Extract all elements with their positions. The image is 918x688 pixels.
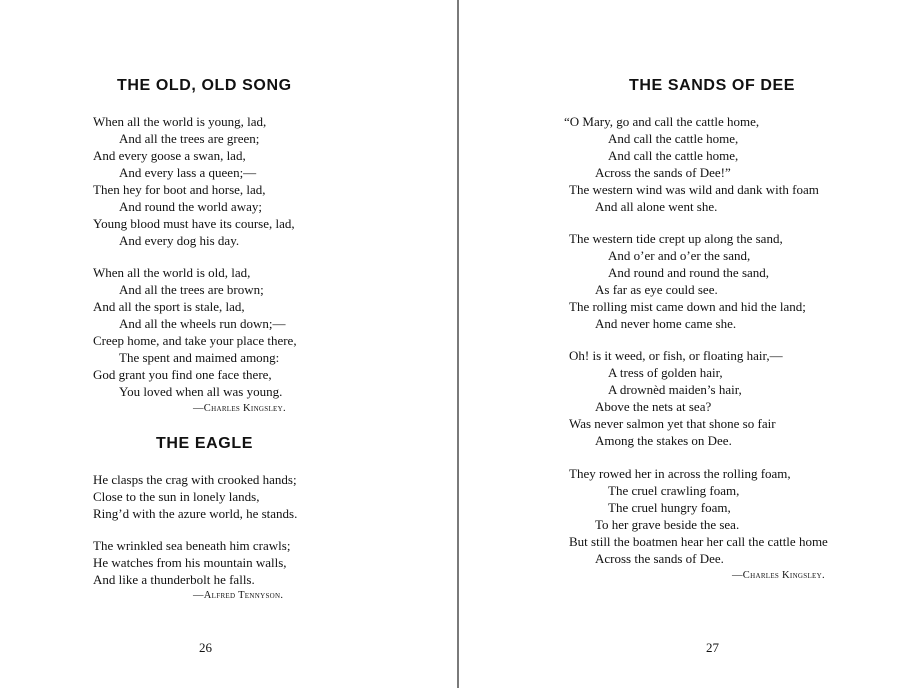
poem-line: And o’er and o’er the sand, xyxy=(608,248,751,263)
poem-line: Ring’d with the azure world, he stands. xyxy=(93,506,298,521)
attribution-tennyson: —Alfred Tennyson. xyxy=(193,590,284,601)
poem-line: They rowed her in across the rolling foam, xyxy=(569,466,791,481)
poem-line: And like a thunderbolt he falls. xyxy=(93,572,255,587)
poem-line: Then hey for boot and horse, lad, xyxy=(93,182,266,197)
right-page xyxy=(460,0,918,688)
poem-line: The wrinkled sea beneath him crawls; xyxy=(93,538,291,553)
poem-title-sands-of-dee: THE SANDS OF DEE xyxy=(629,77,796,94)
poem-line: When all the world is old, lad, xyxy=(93,265,251,280)
poem-line: The cruel hungry foam, xyxy=(608,500,731,515)
poem-line: Creep home, and take your place there, xyxy=(93,333,297,348)
poem-line: Above the nets at sea? xyxy=(595,399,712,414)
poem-line: But still the boatmen hear her call the cattle home xyxy=(569,534,828,549)
poem-line: He clasps the crag with crooked hands; xyxy=(93,472,297,487)
left-page xyxy=(0,0,458,688)
poem-line: And all the trees are green; xyxy=(119,131,260,146)
poem-line: Was never salmon yet that shone so fair xyxy=(569,416,776,431)
poem-line: The rolling mist came down and hid the land; xyxy=(569,299,806,314)
sands-of-dee-stanza-1 xyxy=(564,113,819,215)
sands-of-dee-stanza-2 xyxy=(564,230,806,332)
poem-line: You loved when all was young. xyxy=(119,384,283,399)
eagle-stanza-1 xyxy=(93,471,297,522)
sands-of-dee-stanza-4 xyxy=(564,465,828,567)
poem-line: And all the sport is stale, lad, xyxy=(93,299,245,314)
eagle-stanza-2 xyxy=(93,537,290,588)
poem-line: Among the stakes on Dee. xyxy=(595,433,732,448)
poem-line: And every goose a swan, lad, xyxy=(93,148,246,163)
poem-line: The western tide crept up along the sand, xyxy=(569,231,783,246)
book-spine-divider xyxy=(457,0,459,688)
old-old-song-stanza-1 xyxy=(93,113,295,249)
poem-line: When all the world is young, lad, xyxy=(93,114,267,129)
poem-line: And never home came she. xyxy=(595,316,737,331)
poem-line: And all the trees are brown; xyxy=(119,282,264,297)
poem-line: A drownèd maiden’s hair, xyxy=(608,382,742,397)
poem-line: And every lass a queen;— xyxy=(119,165,257,180)
poem-line: And round the world away; xyxy=(119,199,262,214)
poem-line: Oh! is it weed, or fish, or floating hair,— xyxy=(569,348,783,363)
poem-line: And call the cattle home, xyxy=(608,148,739,163)
sands-of-dee-stanza-3 xyxy=(564,347,783,449)
poem-line: And all alone went she. xyxy=(595,199,718,214)
poem-line: Across the sands of Dee!” xyxy=(595,165,731,180)
poem-line: Across the sands of Dee. xyxy=(595,551,724,566)
poem-title-old-old-song: THE OLD, OLD SONG xyxy=(117,77,292,94)
poem-line: A tress of golden hair, xyxy=(608,365,723,380)
attribution-kingsley: —Charles Kingsley. xyxy=(193,403,286,414)
page-number-left: 26 xyxy=(199,640,212,655)
poem-line: The cruel crawling foam, xyxy=(608,483,740,498)
poem-line: And all the wheels run down;— xyxy=(119,316,286,331)
poem-line: He watches from his mountain walls, xyxy=(93,555,287,570)
poem-title-the-eagle: THE EAGLE xyxy=(156,435,253,452)
poem-line: As far as eye could see. xyxy=(595,282,718,297)
poem-line: “O Mary, go and call the cattle home, xyxy=(564,114,760,129)
page-number-right: 27 xyxy=(706,640,719,655)
old-old-song-stanza-2 xyxy=(93,264,297,400)
poem-line: The western wind was wild and dank with foam xyxy=(569,182,819,197)
poem-line: God grant you find one face there, xyxy=(93,367,272,382)
poem-line: Close to the sun in lonely lands, xyxy=(93,489,260,504)
poem-line: And round and round the sand, xyxy=(608,265,770,280)
poem-line: The spent and maimed among: xyxy=(119,350,280,365)
poem-line: To her grave beside the sea. xyxy=(595,517,740,532)
poem-line: And call the cattle home, xyxy=(608,131,739,146)
attribution-kingsley: —Charles Kingsley. xyxy=(732,570,825,581)
poem-line: And every dog his day. xyxy=(119,233,240,248)
poem-line: Young blood must have its course, lad, xyxy=(93,216,295,231)
